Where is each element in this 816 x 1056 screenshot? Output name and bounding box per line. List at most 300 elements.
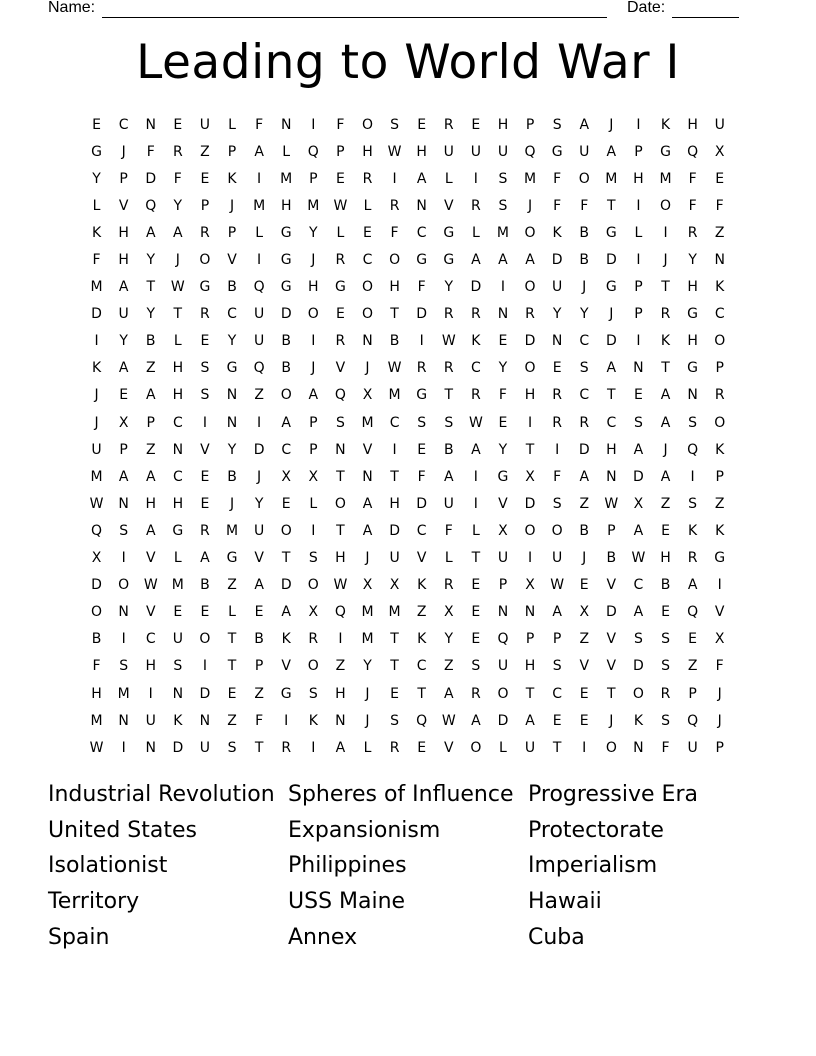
puzzle-cell: N xyxy=(145,739,156,756)
puzzle-cell: G xyxy=(280,279,292,296)
puzzle-cell: I xyxy=(582,739,587,756)
name-label: Name: xyxy=(48,0,96,16)
puzzle-cell: Z xyxy=(335,658,346,675)
puzzle-cell: X xyxy=(308,468,319,485)
puzzle-cell: W xyxy=(387,143,402,160)
puzzle-cell: R xyxy=(335,333,346,350)
puzzle-cell: Z xyxy=(714,224,725,241)
puzzle-cell: I xyxy=(311,739,316,756)
puzzle-cell: E xyxy=(363,224,372,241)
puzzle-cell: D xyxy=(280,577,292,594)
puzzle-cell: D xyxy=(605,252,617,269)
puzzle-cell: G xyxy=(280,224,292,241)
puzzle-cell: R xyxy=(200,522,210,539)
puzzle-cell: P xyxy=(227,143,237,160)
puzzle-cell: P xyxy=(200,197,210,214)
puzzle-cell: G xyxy=(91,143,102,160)
puzzle-cell: R xyxy=(389,197,400,214)
puzzle-cell: V xyxy=(714,604,725,621)
puzzle-cell: C xyxy=(172,414,183,431)
puzzle-cell: D xyxy=(605,604,617,621)
puzzle-cell: B xyxy=(579,522,590,539)
puzzle-cell: X xyxy=(714,631,725,648)
puzzle-cell: F xyxy=(688,197,697,214)
puzzle-cell: J xyxy=(365,360,370,377)
puzzle-cell: S xyxy=(200,387,210,404)
puzzle-cell: S xyxy=(552,495,562,512)
puzzle-cell: T xyxy=(390,306,399,323)
word-list-item: Hawaii xyxy=(528,889,602,915)
puzzle-cell: H xyxy=(389,495,400,512)
puzzle-cell: I xyxy=(527,414,533,431)
puzzle-cell: I xyxy=(473,495,478,512)
puzzle-cell: C xyxy=(470,360,481,377)
puzzle-cell: R xyxy=(470,306,481,323)
puzzle-cell: M xyxy=(90,712,103,729)
puzzle-cell: N xyxy=(362,333,373,350)
puzzle-cell: A xyxy=(145,468,156,485)
puzzle-cell: K xyxy=(91,224,102,241)
puzzle-cell: H xyxy=(524,658,536,675)
puzzle-cell: M xyxy=(496,224,509,241)
puzzle-cell: Q xyxy=(253,279,265,296)
puzzle-cell: J xyxy=(94,414,99,431)
puzzle-cell: A xyxy=(633,522,644,539)
puzzle-cell: G xyxy=(714,550,726,567)
puzzle-cell: O xyxy=(714,333,726,350)
puzzle-cell: L xyxy=(444,170,453,187)
puzzle-cell: Y xyxy=(119,333,128,350)
puzzle-cell: S xyxy=(552,116,562,133)
puzzle-cell: D xyxy=(91,577,102,594)
puzzle-cell: L xyxy=(173,333,182,350)
puzzle-cell: V xyxy=(145,550,156,567)
puzzle-cell: Y xyxy=(688,252,697,269)
puzzle-cell: W xyxy=(468,414,483,431)
puzzle-cell: H xyxy=(362,143,373,160)
puzzle-cell: D xyxy=(280,306,292,323)
puzzle-cell: K xyxy=(173,712,183,729)
puzzle-cell: N xyxy=(199,712,211,729)
puzzle-cell: R xyxy=(389,739,400,756)
puzzle-cell: E xyxy=(390,685,399,702)
puzzle-cell: K xyxy=(715,441,725,458)
puzzle-cell: R xyxy=(308,631,319,648)
puzzle-cell: K xyxy=(552,224,562,241)
puzzle-cell: L xyxy=(255,224,264,241)
puzzle-cell: T xyxy=(390,631,399,648)
puzzle-cell: D xyxy=(145,170,157,187)
puzzle-cell: I xyxy=(257,252,262,269)
puzzle-cell: H xyxy=(497,116,509,133)
puzzle-cell: U xyxy=(91,441,102,458)
puzzle-cell: R xyxy=(200,224,210,241)
puzzle-cell: J xyxy=(94,387,99,404)
puzzle-cell: G xyxy=(172,522,184,539)
puzzle-cell: G xyxy=(605,224,617,241)
puzzle-cell: B xyxy=(660,577,671,594)
puzzle-cell: S xyxy=(688,414,698,431)
puzzle-cell: C xyxy=(579,333,590,350)
puzzle-cell: A xyxy=(145,522,156,539)
puzzle-cell: S xyxy=(633,414,643,431)
puzzle-cell: E xyxy=(173,116,183,133)
puzzle-cell: J xyxy=(609,712,614,729)
puzzle-cell: R xyxy=(443,577,454,594)
puzzle-cell: K xyxy=(227,170,237,187)
puzzle-cell: D xyxy=(172,739,184,756)
puzzle-cell: Y xyxy=(227,333,237,350)
puzzle-cell: J xyxy=(663,441,668,458)
puzzle-cell: K xyxy=(281,631,291,648)
puzzle-cell: D xyxy=(470,279,482,296)
puzzle-cell: K xyxy=(660,116,671,133)
puzzle-cell: N xyxy=(687,387,698,404)
puzzle-cell: P xyxy=(715,360,724,377)
puzzle-cell: R xyxy=(579,414,590,431)
puzzle-cell: D xyxy=(416,306,428,323)
puzzle-cell: H xyxy=(660,550,671,567)
puzzle-cell: L xyxy=(444,550,453,567)
puzzle-cell: U xyxy=(552,550,563,567)
word-list-item: Protectorate xyxy=(528,817,664,843)
puzzle-cell: O xyxy=(199,252,211,269)
puzzle-cell: X xyxy=(498,522,508,539)
puzzle-cell: A xyxy=(118,468,129,485)
puzzle-cell: C xyxy=(552,685,563,702)
puzzle-cell: H xyxy=(118,224,129,241)
puzzle-cell: R xyxy=(660,306,671,323)
puzzle-cell: A xyxy=(552,604,562,621)
puzzle-cell: A xyxy=(471,252,481,269)
puzzle-cell: D xyxy=(633,658,644,675)
puzzle-cell: Q xyxy=(416,712,428,729)
puzzle-cell: A xyxy=(498,252,508,269)
puzzle-cell: B xyxy=(254,631,264,648)
puzzle-cell: A xyxy=(525,252,535,269)
puzzle-cell: D xyxy=(605,333,617,350)
puzzle-cell: D xyxy=(253,441,265,458)
puzzle-cell: D xyxy=(551,252,563,269)
puzzle-cell: W xyxy=(143,577,158,594)
puzzle-cell: Q xyxy=(524,143,536,160)
puzzle-cell: G xyxy=(280,685,292,702)
word-list-item: United States xyxy=(48,817,197,843)
puzzle-cell: E xyxy=(498,333,508,350)
puzzle-cell: Z xyxy=(227,577,237,594)
puzzle-cell: R xyxy=(335,252,346,269)
puzzle-cell: D xyxy=(199,685,211,702)
puzzle-cell: F xyxy=(553,468,562,485)
puzzle-cell: B xyxy=(579,252,590,269)
puzzle-cell: A xyxy=(443,468,454,485)
puzzle-cell: R xyxy=(443,306,454,323)
puzzle-cell: U xyxy=(443,495,454,512)
puzzle-cell: S xyxy=(444,414,454,431)
puzzle-cell: I xyxy=(202,414,207,431)
puzzle-cell: E xyxy=(579,577,589,594)
puzzle-cell: S xyxy=(498,197,508,214)
puzzle-cell: G xyxy=(416,252,428,269)
puzzle-cell: R xyxy=(687,550,698,567)
puzzle-cell: F xyxy=(417,468,426,485)
puzzle-cell: G xyxy=(226,550,238,567)
puzzle-cell: G xyxy=(226,360,238,377)
puzzle-cell: A xyxy=(145,387,156,404)
puzzle-grid xyxy=(83,111,733,761)
puzzle-cell: B xyxy=(606,550,617,567)
puzzle-cell: Z xyxy=(687,658,698,675)
puzzle-cell: N xyxy=(714,252,725,269)
puzzle-cell: O xyxy=(361,279,373,296)
puzzle-cell: T xyxy=(336,468,345,485)
puzzle-cell: M xyxy=(659,170,672,187)
puzzle-cell: X xyxy=(362,387,373,404)
puzzle-cell: S xyxy=(552,658,562,675)
puzzle-cell: N xyxy=(606,468,617,485)
puzzle-cell: N xyxy=(226,387,238,404)
word-list-item: Imperialism xyxy=(528,853,658,879)
puzzle-cell: U xyxy=(389,550,400,567)
puzzle-cell: D xyxy=(497,712,509,729)
puzzle-cell: Z xyxy=(660,495,671,512)
puzzle-cell: T xyxy=(417,685,426,702)
puzzle-cell: N xyxy=(118,495,129,512)
puzzle-cell: C xyxy=(416,658,427,675)
puzzle-cell: E xyxy=(200,495,210,512)
puzzle-cell: A xyxy=(118,360,129,377)
puzzle-cell: H xyxy=(335,550,346,567)
puzzle-cell: A xyxy=(525,712,535,729)
word-list xyxy=(48,777,768,955)
puzzle-cell: V xyxy=(281,658,291,675)
puzzle-cell: Q xyxy=(687,604,699,621)
puzzle-cell: I xyxy=(636,252,641,269)
puzzle-cell: L xyxy=(499,739,507,756)
puzzle-cell: N xyxy=(524,604,536,621)
puzzle-cell: T xyxy=(661,279,670,296)
puzzle-cell: P xyxy=(336,143,345,160)
puzzle-cell: J xyxy=(311,360,316,377)
puzzle-cell: J xyxy=(609,306,614,323)
puzzle-cell: F xyxy=(255,116,264,133)
puzzle-cell: A xyxy=(145,224,156,241)
puzzle-cell: W xyxy=(550,577,565,594)
puzzle-cell: X xyxy=(118,414,129,431)
puzzle-cell: N xyxy=(172,685,184,702)
puzzle-cell: O xyxy=(524,360,536,377)
puzzle-cell: T xyxy=(525,685,535,702)
puzzle-cell: E xyxy=(173,604,183,621)
puzzle-cell: A xyxy=(281,604,291,621)
puzzle-cell: O xyxy=(524,279,536,296)
puzzle-cell: O xyxy=(578,170,590,187)
header-line xyxy=(48,0,748,20)
puzzle-cell: D xyxy=(524,495,536,512)
puzzle-cell: P xyxy=(254,658,264,675)
puzzle-cell: I xyxy=(284,712,289,729)
puzzle-cell: H xyxy=(687,279,698,296)
puzzle-cell: L xyxy=(363,197,372,214)
puzzle-cell: A xyxy=(579,468,590,485)
puzzle-cell: T xyxy=(281,550,291,567)
name-blank-line[interactable] xyxy=(102,17,607,18)
puzzle-cell: E xyxy=(227,685,237,702)
puzzle-cell: P xyxy=(227,224,237,241)
puzzle-cell: H xyxy=(633,170,644,187)
word-list-item: Expansionism xyxy=(288,817,441,843)
puzzle-cell: F xyxy=(444,522,453,539)
puzzle-cell: S xyxy=(308,550,318,567)
puzzle-cell: G xyxy=(334,279,346,296)
puzzle-cell: N xyxy=(497,306,509,323)
puzzle-cell: Z xyxy=(200,143,210,160)
puzzle-cell: K xyxy=(91,360,102,377)
puzzle-cell: I xyxy=(311,522,316,539)
puzzle-cell: T xyxy=(444,387,454,404)
puzzle-cell: P xyxy=(715,739,724,756)
puzzle-cell: Y xyxy=(227,441,237,458)
puzzle-cell: U xyxy=(145,712,156,729)
puzzle-cell: G xyxy=(199,279,211,296)
puzzle-cell: E xyxy=(200,468,210,485)
puzzle-cell: P xyxy=(634,143,643,160)
puzzle-cell: W xyxy=(170,279,185,296)
puzzle-cell: S xyxy=(661,658,670,675)
puzzle-cell: U xyxy=(172,631,183,648)
puzzle-cell: Y xyxy=(92,170,101,187)
puzzle-cell: Q xyxy=(145,197,157,214)
puzzle-cell: J xyxy=(175,252,180,269)
puzzle-cell: Y xyxy=(309,224,318,241)
puzzle-cell: G xyxy=(687,360,699,377)
puzzle-cell: O xyxy=(91,604,103,621)
puzzle-cell: I xyxy=(717,577,722,594)
puzzle-cell: O xyxy=(605,739,617,756)
puzzle-cell: M xyxy=(388,604,401,621)
puzzle-cell: C xyxy=(714,306,725,323)
puzzle-cell: V xyxy=(118,197,129,214)
puzzle-cell: N xyxy=(172,441,184,458)
puzzle-cell: E xyxy=(633,387,643,404)
puzzle-cell: D xyxy=(633,468,644,485)
puzzle-cell: A xyxy=(362,495,373,512)
puzzle-cell: B xyxy=(443,441,454,458)
puzzle-cell: I xyxy=(257,414,262,431)
puzzle-cell: S xyxy=(661,631,670,648)
puzzle-cell: P xyxy=(119,170,128,187)
puzzle-cell: I xyxy=(555,441,560,458)
puzzle-cell: M xyxy=(117,685,130,702)
puzzle-cell: A xyxy=(606,143,617,160)
puzzle-cell: F xyxy=(255,712,264,729)
puzzle-cell: F xyxy=(336,116,345,133)
puzzle-cell: C xyxy=(145,631,156,648)
puzzle-cell: T xyxy=(525,441,535,458)
puzzle-cell: N xyxy=(497,604,509,621)
date-blank-line[interactable] xyxy=(672,17,739,18)
puzzle-cell: P xyxy=(688,685,697,702)
puzzle-cell: V xyxy=(227,252,237,269)
puzzle-cell: N xyxy=(226,414,238,431)
puzzle-cell: K xyxy=(417,577,427,594)
puzzle-cell: M xyxy=(361,414,374,431)
puzzle-cell: D xyxy=(389,522,400,539)
puzzle-cell: H xyxy=(308,279,319,296)
puzzle-cell: K xyxy=(660,333,671,350)
puzzle-cell: F xyxy=(92,252,101,269)
puzzle-cell: L xyxy=(309,495,318,512)
puzzle-cell: H xyxy=(172,387,184,404)
puzzle-cell: U xyxy=(497,658,509,675)
puzzle-cell: R xyxy=(552,414,562,431)
puzzle-cell: V xyxy=(416,550,427,567)
word-list-item: Philippines xyxy=(288,853,407,879)
puzzle-cell: O xyxy=(361,306,373,323)
puzzle-cell: J xyxy=(311,252,316,269)
puzzle-cell: H xyxy=(335,685,346,702)
puzzle-cell: E xyxy=(417,116,427,133)
puzzle-cell: M xyxy=(280,170,293,187)
word-list-item: USS Maine xyxy=(288,889,406,915)
puzzle-cell: E xyxy=(92,116,101,133)
puzzle-cell: P xyxy=(119,441,128,458)
puzzle-cell: Q xyxy=(687,143,699,160)
puzzle-cell: T xyxy=(146,279,156,296)
word-list-item: Cuba xyxy=(528,924,585,950)
puzzle-cell: G xyxy=(687,306,699,323)
puzzle-cell: J xyxy=(717,685,722,702)
puzzle-cell: P xyxy=(525,631,535,648)
puzzle-cell: T xyxy=(254,739,264,756)
puzzle-cell: L xyxy=(282,143,291,160)
puzzle-cell: I xyxy=(636,116,641,133)
puzzle-cell: U xyxy=(443,143,454,160)
puzzle-cell: S xyxy=(498,170,508,187)
puzzle-cell: L xyxy=(336,224,345,241)
puzzle-cell: E xyxy=(661,522,670,539)
puzzle-cell: Q xyxy=(687,712,699,729)
puzzle-cell: U xyxy=(253,522,265,539)
puzzle-cell: C xyxy=(579,387,590,404)
puzzle-cell: P xyxy=(634,306,643,323)
puzzle-cell: C xyxy=(416,224,427,241)
puzzle-cell: O xyxy=(118,577,130,594)
puzzle-cell: B xyxy=(200,577,210,594)
puzzle-cell: G xyxy=(416,387,428,404)
puzzle-cell: T xyxy=(607,197,616,214)
puzzle-cell: Z xyxy=(416,604,427,621)
puzzle-cell: Q xyxy=(334,604,346,621)
puzzle-cell: J xyxy=(365,685,370,702)
puzzle-cell: U xyxy=(118,306,129,323)
date-label: Date: xyxy=(627,0,666,16)
puzzle-cell: I xyxy=(311,333,316,350)
puzzle-cell: I xyxy=(338,631,343,648)
puzzle-cell: L xyxy=(228,604,236,621)
puzzle-cell: Q xyxy=(687,441,699,458)
puzzle-cell: Z xyxy=(254,685,264,702)
puzzle-cell: V xyxy=(606,631,617,648)
puzzle-cell: I xyxy=(500,279,506,296)
puzzle-cell: L xyxy=(363,739,372,756)
puzzle-cell: C xyxy=(416,522,427,539)
puzzle-cell: C xyxy=(281,441,292,458)
puzzle-cell: A xyxy=(362,522,373,539)
puzzle-cell: X xyxy=(579,604,590,621)
puzzle-cell: A xyxy=(416,170,427,187)
puzzle-cell: K xyxy=(633,712,644,729)
